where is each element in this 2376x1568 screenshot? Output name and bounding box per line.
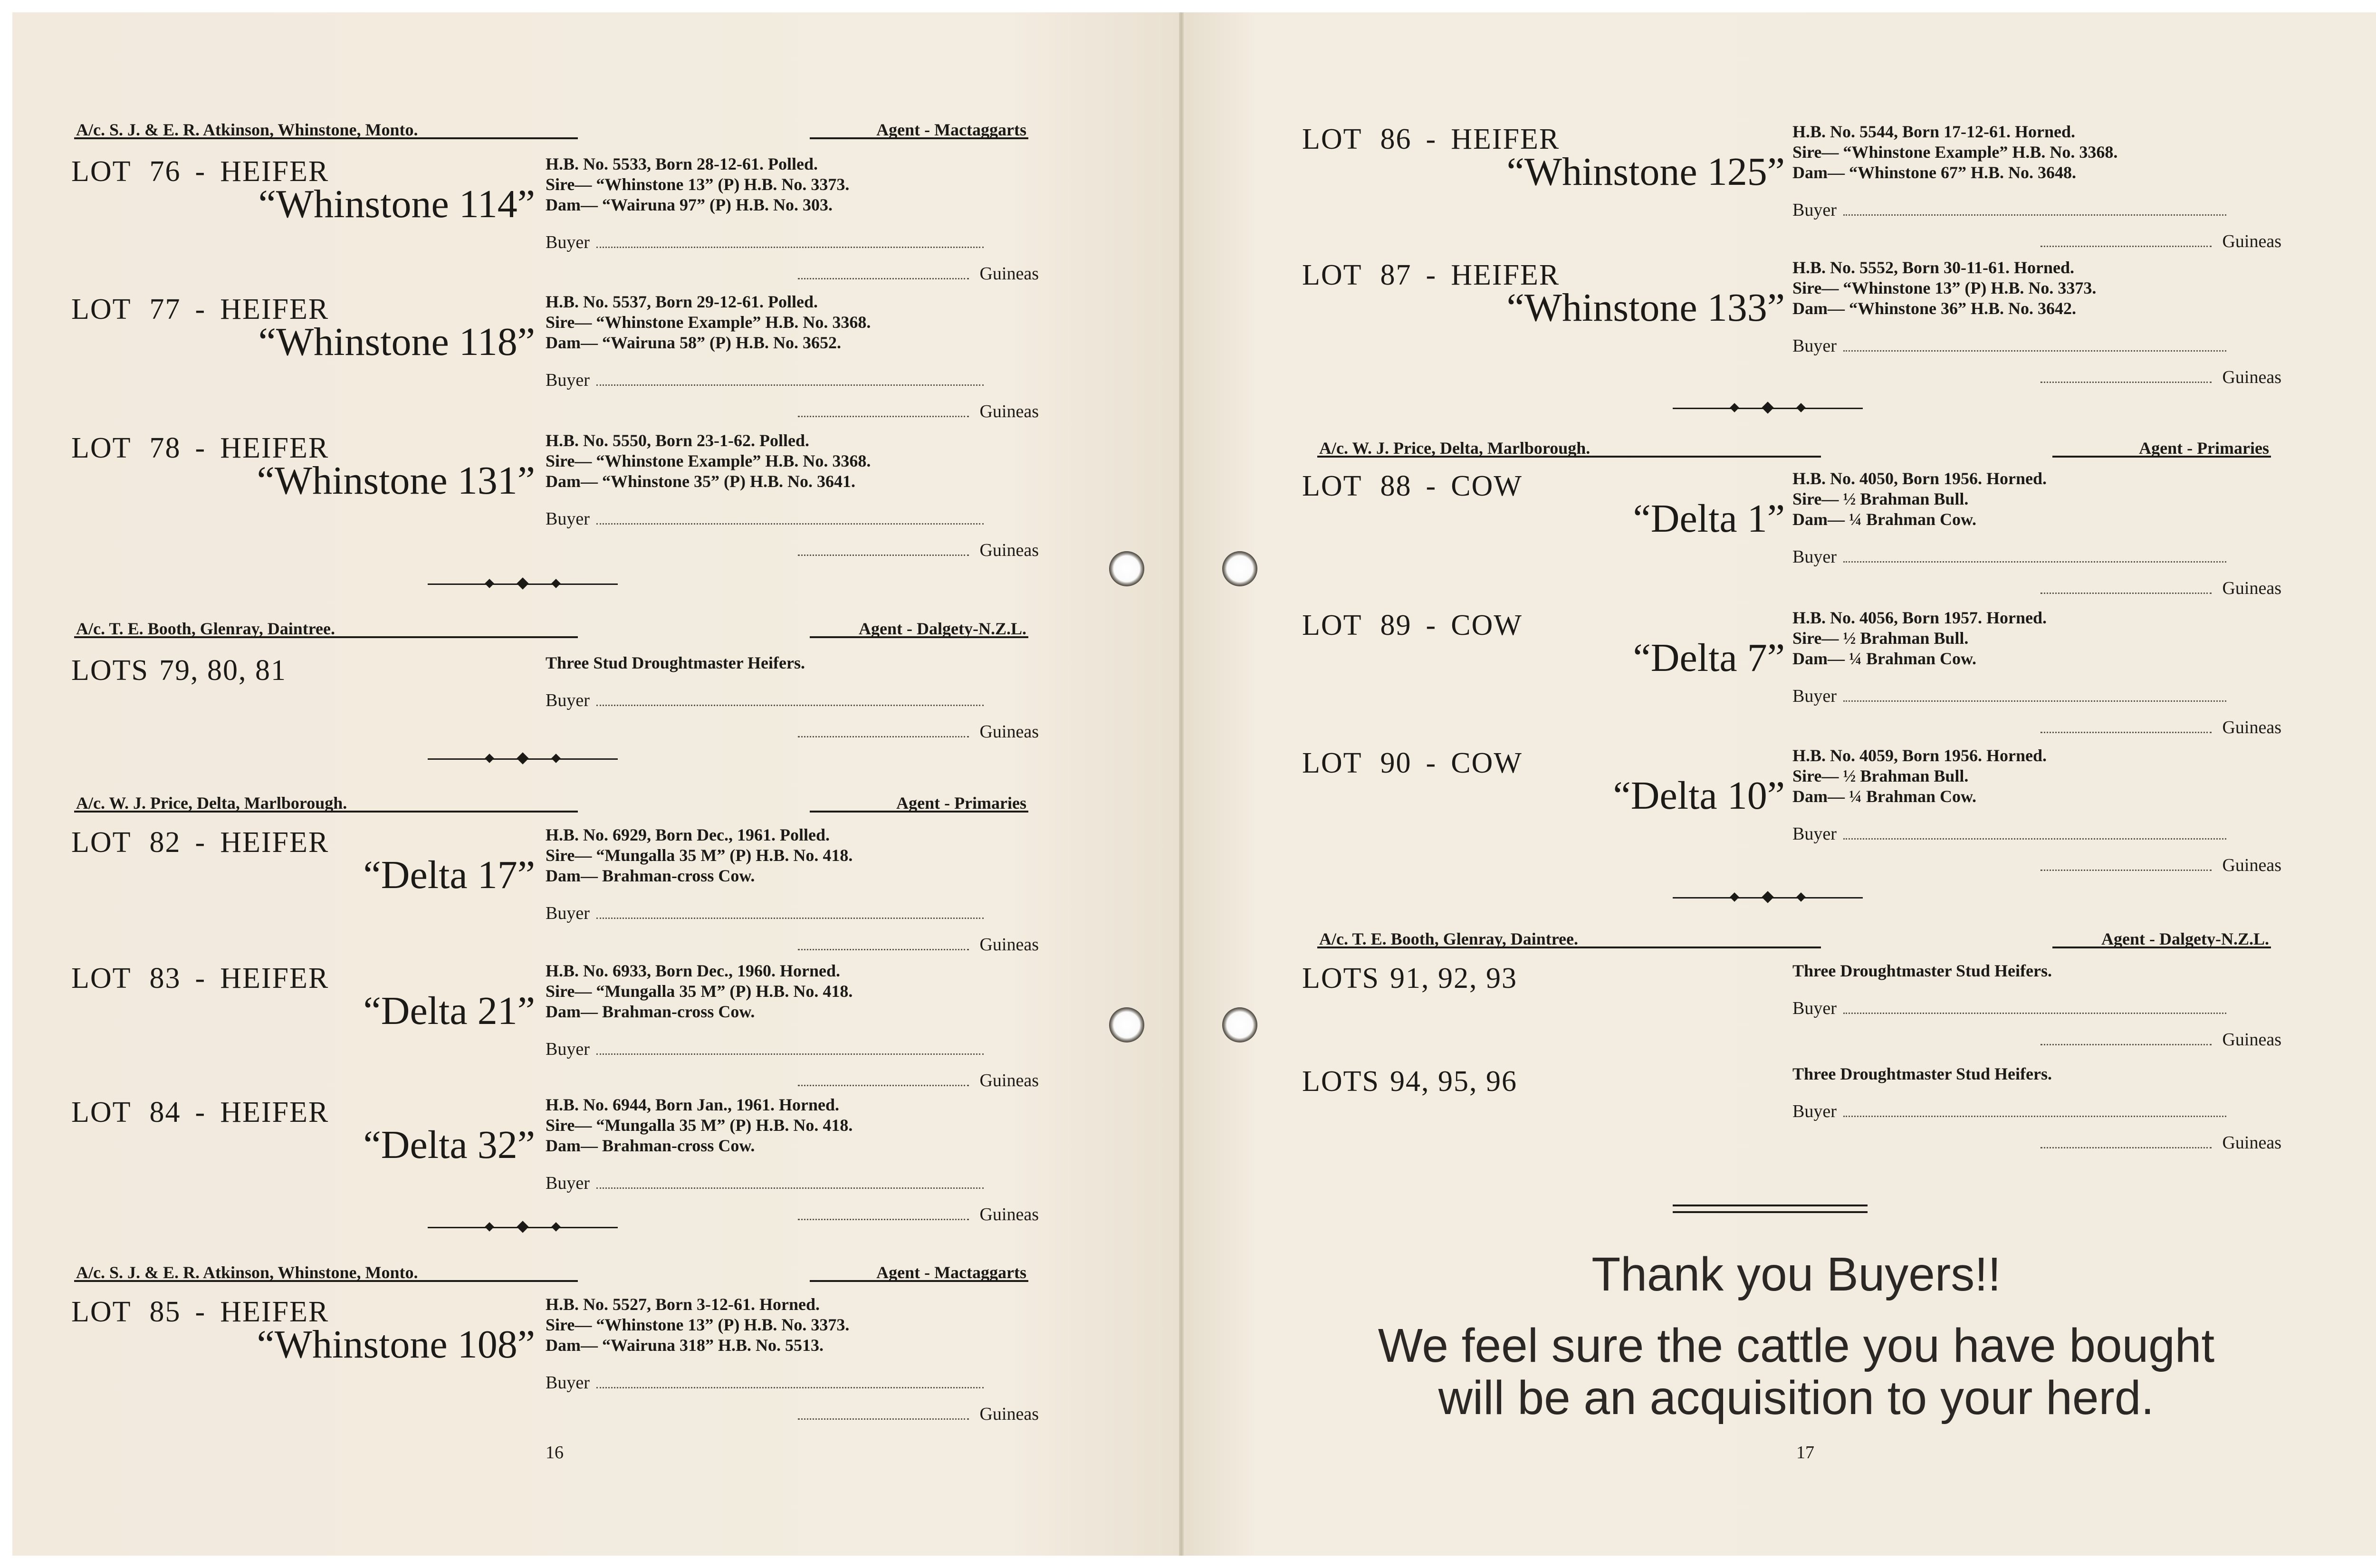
- lot-number-line: [71, 656, 287, 685]
- lot-category: COW: [1451, 470, 1523, 502]
- guineas-label: Guineas: [2222, 1133, 2281, 1153]
- lot-details: [546, 292, 992, 353]
- lot-details: [546, 961, 992, 1022]
- account-header: A/c. T. E. Booth, Glenray, Daintree.: [76, 619, 335, 638]
- catalogue-spread: [12, 12, 2376, 1556]
- page-number: 17: [1796, 1443, 1814, 1463]
- lot-detail-line: H.B. No. 5544, Born 17-12-61. Horned.: [1792, 122, 2076, 141]
- account-header: A/c. T. E. Booth, Glenray, Daintree.: [1319, 929, 1578, 948]
- lot-detail-line: Sire— “Whinstone 13” (P) H.B. No. 3373.: [1792, 278, 2097, 297]
- punch-hole-icon: [1222, 551, 1257, 586]
- buyer-field[interactable]: [1792, 687, 2226, 705]
- lot-category: HEIFER: [220, 293, 329, 325]
- buyer-label: Buyer: [1792, 1101, 1837, 1121]
- lot-details: [1792, 468, 2239, 530]
- lot-category: COW: [1451, 747, 1523, 779]
- lot-dash: -: [1426, 259, 1437, 291]
- lot-detail-line: Dam— “Whinstone 36” H.B. No. 3642.: [1792, 299, 2077, 318]
- lot-prefix: LOTS: [1302, 962, 1380, 994]
- buyer-blank[interactable]: [596, 918, 984, 919]
- buyer-blank[interactable]: [1843, 561, 2226, 563]
- guineas-label: Guineas: [979, 264, 1039, 284]
- buyer-field[interactable]: [546, 371, 984, 389]
- buyer-blank[interactable]: [596, 523, 984, 525]
- divider-diamond-icon: [1796, 892, 1806, 902]
- divider-diamond-icon: [551, 579, 561, 588]
- lot-detail-line: Sire— “Whinstone 13” (P) H.B. No. 3373.: [546, 1315, 850, 1334]
- lot-details: [546, 653, 992, 673]
- lot-category: HEIFER: [1451, 123, 1560, 155]
- guineas-label: Guineas: [979, 722, 1039, 742]
- buyer-label: Buyer: [1792, 824, 1837, 844]
- lot-detail-line: Sire— ½ Brahman Bull.: [1792, 489, 1969, 508]
- divider-diamond-icon: [517, 1221, 528, 1233]
- lot-dash: -: [195, 1296, 206, 1328]
- closing-double-rule: [1673, 1205, 1868, 1213]
- divider-diamond-icon: [1796, 403, 1806, 412]
- thank-you-heading: Thank you Buyers!!: [1591, 1248, 2001, 1301]
- section-divider-ornament: [428, 580, 618, 588]
- punch-hole-icon: [1109, 551, 1144, 586]
- lot-prefix: LOT: [1302, 609, 1362, 641]
- lot-number: 90: [1380, 747, 1412, 779]
- buyer-field[interactable]: [546, 233, 984, 251]
- lot-animal-name: “Whinstone 131”: [257, 459, 535, 503]
- lot-animal-name: “Delta 1”: [1633, 497, 1785, 541]
- agent-label: Agent - Primaries: [2139, 439, 2269, 458]
- account-underline: [74, 636, 578, 638]
- guineas-blank[interactable]: [2041, 1044, 2212, 1045]
- account-underline: [74, 1280, 578, 1282]
- guineas-label: Guineas: [2222, 717, 2281, 737]
- lot-detail-line: Sire— ½ Brahman Bull.: [1792, 629, 1969, 648]
- buyer-blank[interactable]: [596, 705, 984, 706]
- buyer-blank[interactable]: [1843, 350, 2226, 352]
- account-header: A/c. W. J. Price, Delta, Marlborough.: [76, 794, 347, 813]
- lot-prefix: LOT: [71, 1096, 132, 1128]
- guineas-label: Guineas: [979, 540, 1039, 560]
- guineas-blank[interactable]: [798, 278, 969, 279]
- divider-diamond-icon: [1762, 891, 1773, 903]
- lot-prefix: LOT: [1302, 123, 1362, 155]
- lot-number: 94, 95, 96: [1390, 1065, 1517, 1098]
- agent-label: Agent - Primaries: [896, 794, 1026, 813]
- lot-details: [1792, 746, 2239, 807]
- lot-detail-line: H.B. No. 5552, Born 30-11-61. Horned.: [1792, 258, 2075, 277]
- lot-detail-line: H.B. No. 5537, Born 29-12-61. Polled.: [546, 292, 818, 311]
- section-divider-ornament: [1673, 893, 1863, 902]
- guineas-blank[interactable]: [2041, 1147, 2212, 1148]
- lot-animal-name: “Whinstone 108”: [257, 1322, 535, 1367]
- buyer-label: Buyer: [546, 1039, 590, 1059]
- buyer-blank[interactable]: [1843, 838, 2226, 840]
- lot-category: HEIFER: [220, 826, 329, 859]
- guineas-blank[interactable]: [798, 1219, 969, 1220]
- lot-animal-name: “Delta 21”: [363, 989, 535, 1033]
- lot-detail-line: H.B. No. 4050, Born 1956. Horned.: [1792, 469, 2047, 488]
- lot-number: 77: [149, 293, 181, 325]
- account-underline: [74, 137, 578, 139]
- lot-dash: -: [195, 432, 206, 464]
- buyer-label: Buyer: [1792, 336, 1837, 356]
- buyer-field[interactable]: [546, 691, 984, 709]
- account-underline: [1317, 947, 1821, 948]
- lot-details: [1792, 122, 2239, 183]
- guineas-field[interactable]: [2041, 368, 2281, 386]
- agent-underline: [2052, 947, 2271, 948]
- guineas-field[interactable]: [798, 936, 1039, 954]
- buyer-field[interactable]: [1792, 337, 2226, 355]
- lot-category: COW: [1451, 609, 1523, 641]
- guineas-field[interactable]: [2041, 1031, 2281, 1049]
- lot-detail-line: Sire— “Whinstone Example” H.B. No. 3368.: [546, 451, 871, 470]
- lot-category: HEIFER: [220, 1096, 329, 1128]
- buyer-label: Buyer: [546, 1373, 590, 1393]
- lot-dash: -: [195, 962, 206, 994]
- lot-prefix: LOT: [71, 155, 132, 188]
- guineas-blank[interactable]: [2041, 382, 2212, 383]
- lot-number-line: [71, 1098, 329, 1127]
- lot-number-line: [1302, 611, 1523, 640]
- lot-category: HEIFER: [220, 155, 329, 188]
- guineas-field[interactable]: [2041, 1134, 2281, 1152]
- guineas-blank[interactable]: [798, 416, 969, 417]
- buyer-label: Buyer: [1792, 998, 1837, 1018]
- lot-number-line: [1302, 471, 1523, 501]
- lot-number-line: [71, 964, 329, 993]
- lot-details: [546, 825, 992, 886]
- lot-detail-line: Dam— ¼ Brahman Cow.: [1792, 787, 1977, 806]
- lot-detail-line: Dam— “Whinstone 35” (P) H.B. No. 3641.: [546, 472, 856, 491]
- lot-dash: -: [1426, 747, 1437, 779]
- lot-category: HEIFER: [220, 1296, 329, 1328]
- lot-number: 88: [1380, 470, 1412, 502]
- buyer-blank[interactable]: [596, 384, 984, 386]
- guineas-label: Guineas: [2222, 1030, 2281, 1050]
- guineas-blank[interactable]: [798, 949, 969, 950]
- guineas-label: Guineas: [2222, 367, 2281, 387]
- lot-detail-line: H.B. No. 4059, Born 1956. Horned.: [1792, 746, 2047, 765]
- lot-number: 86: [1380, 123, 1412, 155]
- buyer-label: Buyer: [546, 509, 590, 529]
- guineas-field[interactable]: [2041, 579, 2281, 597]
- lot-number: 87: [1380, 259, 1412, 291]
- agent-underline: [810, 1280, 1028, 1282]
- closing-message-line: We feel sure the cattle you have bought: [1378, 1319, 2215, 1372]
- lot-detail-line: Dam— Brahman-cross Cow.: [546, 1002, 755, 1021]
- lot-details: [1792, 608, 2239, 669]
- account-header: A/c. S. J. & E. R. Atkinson, Whinstone, Monto.: [76, 1263, 418, 1282]
- lot-details: [546, 154, 992, 215]
- section-divider-ornament: [1673, 404, 1863, 412]
- guineas-label: Guineas: [979, 1404, 1039, 1424]
- closing-message-line: will be an acquisition to your herd.: [1438, 1371, 2155, 1425]
- lot-detail-line: H.B. No. 6944, Born Jan., 1961. Horned.: [546, 1095, 840, 1114]
- lot-prefix: LOTS: [71, 654, 149, 687]
- lot-detail-line: Sire— “Whinstone Example” H.B. No. 3368.: [1792, 143, 2118, 162]
- agent-underline: [2052, 456, 2271, 458]
- buyer-field[interactable]: [1792, 548, 2226, 566]
- buyer-field[interactable]: [1792, 999, 2226, 1017]
- lot-number: 78: [149, 432, 181, 464]
- guineas-field[interactable]: [798, 723, 1039, 741]
- punch-hole-icon: [1109, 1007, 1144, 1042]
- guineas-field[interactable]: [2041, 856, 2281, 874]
- lot-detail-line: Three Droughtmaster Stud Heifers.: [1792, 1064, 2052, 1083]
- lot-category: HEIFER: [1451, 259, 1560, 291]
- lot-detail-line: Sire— “Mungalla 35 M” (P) H.B. No. 418.: [546, 982, 853, 1001]
- divider-diamond-icon: [517, 577, 528, 589]
- guineas-label: Guineas: [979, 402, 1039, 421]
- buyer-blank[interactable]: [596, 1053, 984, 1055]
- guineas-label: Guineas: [2222, 855, 2281, 875]
- guineas-blank[interactable]: [798, 1418, 969, 1420]
- lot-prefix: LOT: [1302, 470, 1362, 502]
- guineas-field[interactable]: [798, 541, 1039, 559]
- lot-details: [1792, 1064, 2239, 1084]
- lot-number: 84: [149, 1096, 181, 1128]
- divider-diamond-icon: [485, 579, 494, 588]
- account-header: A/c. S. J. & E. R. Atkinson, Whinstone, Monto.: [76, 120, 418, 139]
- lot-detail-line: H.B. No. 5550, Born 23-1-62. Polled.: [546, 431, 809, 450]
- guineas-label: Guineas: [979, 1071, 1039, 1090]
- lot-detail-line: Sire— “Mungalla 35 M” (P) H.B. No. 418.: [546, 846, 853, 865]
- lot-prefix: LOT: [1302, 747, 1362, 779]
- lot-detail-line: H.B. No. 6929, Born Dec., 1961. Polled.: [546, 825, 830, 844]
- guineas-blank[interactable]: [798, 555, 969, 556]
- lot-number-line: [1302, 964, 1517, 993]
- agent-label: Agent - Dalgety-N.Z.L.: [2101, 929, 2269, 948]
- section-divider-ornament: [428, 1223, 618, 1232]
- lot-animal-name: “Whinstone 133”: [1506, 286, 1785, 330]
- buyer-blank[interactable]: [1843, 1013, 2226, 1014]
- lot-prefix: LOTS: [1302, 1065, 1380, 1098]
- lot-detail-line: Three Droughtmaster Stud Heifers.: [1792, 961, 2052, 980]
- lot-prefix: LOT: [71, 1296, 132, 1328]
- lot-animal-name: “Delta 32”: [363, 1123, 535, 1167]
- guineas-blank[interactable]: [2041, 246, 2212, 247]
- buyer-field[interactable]: [1792, 201, 2226, 219]
- lot-prefix: LOT: [71, 432, 132, 464]
- guineas-blank[interactable]: [2041, 593, 2212, 594]
- guineas-blank[interactable]: [798, 1085, 969, 1086]
- buyer-field[interactable]: [546, 1040, 984, 1058]
- buyer-blank[interactable]: [1843, 1116, 2226, 1117]
- lot-prefix: LOT: [1302, 259, 1362, 291]
- guineas-field[interactable]: [2041, 718, 2281, 736]
- lot-number-line: [1302, 748, 1523, 778]
- buyer-label: Buyer: [546, 903, 590, 923]
- buyer-label: Buyer: [1792, 547, 1837, 567]
- lot-detail-line: Dam— ¼ Brahman Cow.: [1792, 649, 1977, 668]
- punch-hole-icon: [1222, 1007, 1257, 1042]
- lot-details: [1792, 961, 2239, 981]
- lot-animal-name: “Whinstone 118”: [258, 320, 535, 364]
- page-spine: [1179, 12, 1184, 1556]
- agent-label: Agent - Mactaggarts: [876, 120, 1026, 139]
- lot-animal-name: “Delta 7”: [1633, 636, 1785, 680]
- buyer-label: Buyer: [546, 370, 590, 390]
- buyer-blank[interactable]: [596, 247, 984, 248]
- buyer-blank[interactable]: [596, 1387, 984, 1388]
- agent-underline: [810, 811, 1028, 813]
- lot-detail-line: H.B. No. 5533, Born 28-12-61. Polled.: [546, 154, 818, 173]
- guineas-blank[interactable]: [2041, 870, 2212, 871]
- guineas-blank[interactable]: [2041, 732, 2212, 733]
- buyer-field[interactable]: [1792, 825, 2226, 843]
- lot-number-line: [71, 828, 329, 857]
- buyer-label: Buyer: [546, 1173, 590, 1193]
- lot-detail-line: Dam— “Wairuna 58” (P) H.B. No. 3652.: [546, 333, 842, 352]
- lot-details: [546, 430, 992, 492]
- buyer-label: Buyer: [1792, 200, 1837, 220]
- lot-detail-line: Sire— ½ Brahman Bull.: [1792, 766, 1969, 785]
- lot-animal-name: “Delta 17”: [363, 853, 535, 897]
- divider-diamond-icon: [1762, 402, 1773, 413]
- buyer-field[interactable]: [546, 1174, 984, 1192]
- buyer-label: Buyer: [546, 690, 590, 710]
- buyer-field[interactable]: [546, 510, 984, 528]
- agent-underline: [810, 636, 1028, 638]
- lot-detail-line: Sire— “Whinstone 13” (P) H.B. No. 3373.: [546, 175, 850, 194]
- page-number: 16: [546, 1443, 564, 1463]
- lot-detail-line: Dam— ¼ Brahman Cow.: [1792, 510, 1977, 529]
- buyer-label: Buyer: [546, 232, 590, 252]
- guineas-field[interactable]: [798, 1405, 1039, 1423]
- lot-number: 82: [149, 826, 181, 859]
- guineas-field[interactable]: [798, 1071, 1039, 1090]
- divider-diamond-icon: [485, 1222, 494, 1232]
- lot-animal-name: “Delta 10”: [1613, 774, 1785, 818]
- divider-diamond-icon: [551, 754, 561, 763]
- lot-number: 76: [149, 155, 181, 188]
- lot-prefix: LOT: [71, 962, 132, 994]
- buyer-label: Buyer: [1792, 686, 1837, 706]
- section-divider-ornament: [428, 755, 618, 763]
- lot-animal-name: “Whinstone 125”: [1506, 150, 1785, 194]
- lot-detail-line: H.B. No. 6933, Born Dec., 1960. Horned.: [546, 961, 840, 980]
- lot-dash: -: [195, 1096, 206, 1128]
- account-header: A/c. W. J. Price, Delta, Marlborough.: [1319, 439, 1590, 458]
- lot-detail-line: Three Stud Droughtmaster Heifers.: [546, 653, 805, 672]
- lot-details: [546, 1095, 992, 1156]
- account-underline: [1317, 456, 1821, 458]
- buyer-field[interactable]: [1792, 1102, 2226, 1120]
- lot-detail-line: Dam— “Wairuna 97” (P) H.B. No. 303.: [546, 195, 833, 214]
- lot-detail-line: H.B. No. 5527, Born 3-12-61. Horned.: [546, 1295, 820, 1314]
- lot-dash: -: [195, 293, 206, 325]
- buyer-field[interactable]: [546, 1374, 984, 1392]
- lot-number: 79, 80, 81: [159, 654, 287, 687]
- lot-number: 91, 92, 93: [1390, 962, 1517, 994]
- guineas-label: Guineas: [2222, 578, 2281, 598]
- lot-detail-line: Dam— Brahman-cross Cow.: [546, 1136, 755, 1155]
- lot-category: HEIFER: [220, 962, 329, 994]
- lot-prefix: LOT: [71, 293, 132, 325]
- guineas-field[interactable]: [798, 265, 1039, 283]
- lot-category: HEIFER: [220, 432, 329, 464]
- lot-number: 89: [1380, 609, 1412, 641]
- lot-dash: -: [195, 826, 206, 859]
- lot-prefix: LOT: [71, 826, 132, 859]
- lot-detail-line: Dam— Brahman-cross Cow.: [546, 866, 755, 885]
- lot-number: 85: [149, 1296, 181, 1328]
- guineas-field[interactable]: [2041, 232, 2281, 250]
- lot-detail-line: Dam— “Wairuna 318” H.B. No. 5513.: [546, 1336, 824, 1355]
- account-underline: [74, 811, 578, 813]
- guineas-blank[interactable]: [798, 736, 969, 737]
- lot-dash: -: [1426, 609, 1437, 641]
- buyer-field[interactable]: [546, 904, 984, 922]
- guineas-field[interactable]: [798, 1205, 1039, 1224]
- lot-dash: -: [195, 155, 206, 188]
- lot-number: 83: [149, 962, 181, 994]
- divider-diamond-icon: [1730, 403, 1739, 412]
- guineas-label: Guineas: [2222, 231, 2281, 251]
- lot-dash: -: [1426, 470, 1437, 502]
- divider-diamond-icon: [551, 1222, 561, 1232]
- lot-detail-line: Sire— “Whinstone Example” H.B. No. 3368.: [546, 313, 871, 332]
- agent-underline: [810, 137, 1028, 139]
- divider-diamond-icon: [517, 752, 528, 764]
- guineas-label: Guineas: [979, 935, 1039, 955]
- lot-animal-name: “Whinstone 114”: [258, 182, 535, 226]
- lot-detail-line: H.B. No. 4056, Born 1957. Horned.: [1792, 608, 2047, 627]
- divider-diamond-icon: [485, 754, 494, 763]
- lot-details: [546, 1294, 992, 1356]
- divider-diamond-icon: [1730, 892, 1739, 902]
- agent-label: Agent - Mactaggarts: [876, 1263, 1026, 1282]
- lot-detail-line: Sire— “Mungalla 35 M” (P) H.B. No. 418.: [546, 1116, 853, 1135]
- buyer-blank[interactable]: [596, 1187, 984, 1189]
- lot-number-line: [1302, 1067, 1517, 1096]
- buyer-blank[interactable]: [1843, 214, 2226, 216]
- agent-label: Agent - Dalgety-N.Z.L.: [859, 619, 1026, 638]
- guineas-label: Guineas: [979, 1205, 1039, 1224]
- buyer-blank[interactable]: [1843, 700, 2226, 702]
- guineas-field[interactable]: [798, 402, 1039, 421]
- lot-detail-line: Dam— “Whinstone 67” H.B. No. 3648.: [1792, 163, 2077, 182]
- lot-details: [1792, 258, 2239, 319]
- lot-dash: -: [1426, 123, 1437, 155]
